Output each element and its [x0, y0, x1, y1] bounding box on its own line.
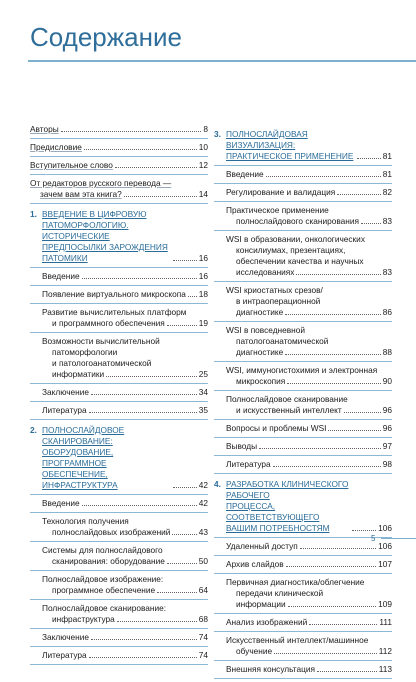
dot-leader [89, 412, 197, 413]
entry-divider [30, 512, 208, 513]
entry-divider [214, 437, 392, 438]
dot-leader [287, 383, 380, 384]
dot-leader [285, 354, 381, 355]
toc-entry-text: Практическое применение [226, 205, 329, 215]
toc-entry-line[interactable] [214, 256, 392, 267]
toc-entry-line[interactable] [214, 459, 392, 470]
toc-entry-text: Заключение [42, 387, 89, 397]
toc-entry-text: сканирования: оборудование [52, 556, 165, 566]
toc-entry-text: информатики [52, 369, 105, 379]
toc-entry-page: 64 [198, 585, 208, 595]
toc-entry-line[interactable] [214, 285, 392, 296]
dot-leader [89, 657, 197, 658]
entry-divider [214, 321, 392, 322]
toc-entry-line[interactable] [214, 441, 392, 452]
entry-divider [214, 537, 392, 538]
toc-entry-text: обучение [236, 646, 273, 656]
dot-leader [115, 167, 197, 168]
chapter-heading[interactable] [30, 425, 208, 491]
entry-divider [30, 541, 208, 542]
dot-leader [157, 592, 197, 593]
entry-divider [214, 201, 392, 202]
toc-entry-line[interactable] [30, 124, 208, 135]
toc-entry-text: Авторы [30, 124, 59, 134]
toc-entry-page: 74 [198, 650, 208, 660]
toc-entry-line[interactable] [214, 588, 392, 599]
chapter-title-line: ПРАКТИЧЕСКОЕ ПРИМЕНЕНИЕ [226, 151, 354, 161]
entry-divider [30, 494, 208, 495]
toc-entry-text: Вступительное слово [30, 160, 113, 170]
toc-entry-page: 12 [198, 160, 208, 170]
chapter-page: 106 [378, 523, 392, 533]
toc-entry-page: 83 [382, 216, 392, 226]
toc-entry-line[interactable] [214, 325, 392, 336]
toc-entry-page: 86 [382, 307, 392, 317]
entry-divider [214, 473, 392, 474]
toc-entry-page: 97 [382, 441, 392, 451]
toc-entry-line[interactable] [30, 585, 208, 596]
toc-entry-line[interactable] [30, 347, 208, 358]
entry-divider [30, 267, 208, 268]
dot-leader [82, 278, 197, 279]
toc-entry-line[interactable] [30, 307, 208, 318]
toc-entry-text: WSI в образовании, онкологических [226, 234, 365, 244]
toc-entry-page: 109 [378, 599, 392, 609]
toc-entry-text: исследованиях [236, 267, 295, 277]
footer-rule [381, 538, 416, 539]
toc-entry-page: 96 [382, 405, 392, 415]
chapter-page: 42 [198, 480, 208, 490]
toc-entry-line[interactable] [30, 178, 208, 189]
entry-divider [30, 203, 208, 204]
toc-entry-line[interactable] [214, 216, 392, 227]
toc-entry-page: 96 [382, 423, 392, 433]
toc-entry-page: 25 [198, 369, 208, 379]
entry-divider [30, 285, 208, 286]
entry-divider [30, 570, 208, 571]
entry-divider [30, 646, 208, 647]
toc-entry-line[interactable] [214, 365, 392, 376]
chapter-number: 3. [214, 129, 221, 139]
toc-entry-line[interactable] [214, 423, 392, 434]
entry-divider [30, 628, 208, 629]
toc-entry-line[interactable] [30, 318, 208, 329]
dot-leader [173, 260, 197, 261]
dot-leader [188, 296, 197, 297]
entry-divider [30, 138, 208, 139]
chapter-title-line: ПРЕДПОСЫЛКИ ЗАРОЖДЕНИЯ [42, 242, 168, 252]
toc-entry-text: диагностике [236, 307, 284, 317]
chapter-number: 2. [30, 425, 37, 435]
toc-entry-text: микроскопия [236, 376, 286, 386]
toc-entry-line[interactable] [214, 336, 392, 347]
toc-entry-text: патологоанатомической [236, 336, 329, 346]
toc-entry-line[interactable] [214, 577, 392, 588]
toc-entry-line[interactable] [214, 664, 392, 675]
toc-entry-page: 82 [382, 187, 392, 197]
dot-leader [357, 158, 381, 159]
toc-entry-line[interactable] [30, 516, 208, 527]
dot-leader [273, 466, 381, 467]
toc-entry-text: Заключение [42, 632, 89, 642]
toc-entry-text: Технология получения [42, 516, 129, 526]
dot-leader [344, 412, 381, 413]
toc-entry-line[interactable] [214, 169, 392, 180]
toc-entry-line[interactable] [30, 527, 208, 538]
toc-entry-line[interactable] [214, 617, 392, 628]
toc-entry-text: Архив слайдов [226, 559, 284, 569]
dot-leader [309, 624, 377, 625]
toc-entry-page: 14 [198, 189, 208, 199]
chapter-title-line: ПРОЦЕССА, СООТВЕТСТВУЮЩЕГО [226, 501, 320, 522]
chapter-title [42, 425, 171, 491]
toc-entry-text: Возможности вычислительной [42, 336, 160, 346]
entry-divider [214, 361, 392, 362]
toc-entry-page: 8 [203, 124, 208, 134]
chapter-title-line: ИНФРАСТРУКТУРА [42, 480, 118, 490]
dot-leader [82, 505, 197, 506]
dot-leader [317, 671, 377, 672]
chapter-title [226, 479, 350, 534]
toc-entry-text: Предисловие [30, 142, 82, 152]
entry-divider [214, 390, 392, 391]
toc-entry-text: обеспечении качества и научных [236, 256, 364, 266]
toc-entry-text: Регулирование и валидация [226, 187, 336, 197]
toc-entry-line[interactable] [214, 296, 392, 307]
toc-entry-text: полнослайдового сканирования [236, 216, 360, 226]
toc-entry-page: 10 [198, 142, 208, 152]
toc-entry-text: Вопросы и проблемы WSI [226, 423, 327, 433]
toc-entry-text: Введение [42, 498, 80, 508]
toc-entry-line[interactable] [214, 646, 392, 657]
toc-entry-text: Первичная диагностика/облегчение [226, 577, 365, 587]
dot-leader [173, 487, 197, 488]
chapter-title-line: ВАШИМ ПОТРЕБНОСТЯМ [226, 523, 330, 533]
entry-divider [30, 599, 208, 600]
dot-leader [274, 653, 377, 654]
dot-leader [91, 394, 197, 395]
toc-entry-line[interactable] [30, 358, 208, 369]
toc-entry-text: программное обеспечение [52, 585, 156, 595]
toc-entry-page: 68 [198, 614, 208, 624]
toc-entry-text: консилиумах, презентациях, [236, 245, 346, 255]
toc-entry-text: Анализ изображений [226, 617, 308, 627]
toc-entry-line[interactable] [30, 405, 208, 416]
toc-entry-text: и искусственный интеллект [236, 405, 342, 415]
chapter-heading[interactable] [214, 129, 392, 162]
toc-entry-line[interactable] [214, 559, 392, 570]
toc-entry-text: в интраоперационной [236, 296, 321, 306]
toc-entry-text: полнослайдовых изображений [52, 527, 171, 537]
page-number: 5 [371, 534, 376, 543]
dot-leader [266, 176, 381, 177]
toc-entry-page: 43 [198, 527, 208, 537]
entry-divider [30, 156, 208, 157]
entry-divider [30, 332, 208, 333]
entry-divider [214, 660, 392, 661]
toc-left-column [30, 124, 208, 668]
toc-entry-line[interactable] [30, 142, 208, 153]
entry-divider [214, 631, 392, 632]
chapter-title [226, 129, 355, 162]
toc-entry-text: информации [236, 599, 286, 609]
toc-entry-page: 112 [378, 646, 392, 656]
toc-entry-text: диагностике [236, 347, 284, 357]
toc-entry-line[interactable] [214, 267, 392, 278]
toc-entry-page: 98 [382, 459, 392, 469]
toc-entry-line[interactable] [214, 405, 392, 416]
toc-entry-page: 19 [198, 318, 208, 328]
toc-entry-text: Литература [42, 405, 87, 415]
entry-divider [30, 383, 208, 384]
toc-entry-text: Системы для полнослайдового [42, 545, 163, 555]
toc-entry-text: Литература [42, 650, 87, 660]
entry-divider [214, 555, 392, 556]
entry-divider [30, 401, 208, 402]
toc-entry-line[interactable] [30, 369, 208, 380]
chapter-number: 4. [214, 479, 221, 489]
entry-divider [214, 573, 392, 574]
title-rule [28, 60, 416, 62]
toc-entry-line[interactable] [30, 545, 208, 556]
dot-leader [259, 448, 381, 449]
dot-leader [300, 548, 376, 549]
toc-entry-text: Выводы [226, 441, 258, 451]
toc-entry-text: Полнослайдовое сканирование: [42, 603, 167, 613]
toc-entry-text: патоморфологии [52, 347, 118, 357]
toc-entry-text: передачи клинической [236, 588, 324, 598]
entry-divider [214, 230, 392, 231]
toc-entry-line[interactable] [30, 498, 208, 509]
chapter-title [42, 209, 171, 264]
toc-entry-page: 50 [198, 556, 208, 566]
dot-leader [361, 223, 381, 224]
toc-entry-line[interactable] [214, 245, 392, 256]
toc-entry-text: WSI криостатных срезов/ [226, 285, 323, 295]
toc-entry-text: WSI в повседневной [226, 325, 305, 335]
toc-entry-page: 111 [379, 617, 392, 627]
chapter-title-line: ПАТОМИКИ [42, 253, 88, 263]
toc-entry-line[interactable] [214, 307, 392, 318]
toc-entry-line[interactable] [30, 289, 208, 300]
entry-divider [214, 613, 392, 614]
dot-leader [328, 430, 380, 431]
toc-entry-line[interactable] [214, 635, 392, 646]
entry-divider [214, 455, 392, 456]
dot-leader [286, 566, 377, 567]
dot-leader [84, 149, 197, 150]
dot-leader [124, 196, 197, 197]
chapter-heading[interactable] [214, 479, 392, 534]
toc-entry-line[interactable] [214, 394, 392, 405]
toc-entry-line[interactable] [30, 160, 208, 171]
toc-entry-page: 81 [382, 169, 392, 179]
chapter-heading[interactable] [30, 209, 208, 264]
toc-entry-page: 90 [382, 376, 392, 386]
dot-leader [352, 530, 376, 531]
toc-entry-page: 113 [378, 664, 392, 674]
entry-divider [30, 174, 208, 175]
toc-right-column [214, 124, 392, 682]
toc-entry-line[interactable] [214, 541, 392, 552]
toc-entry-text: От редакторов русского перевода — [30, 178, 172, 188]
toc-entry-text: WSI, иммуногистохимия и электронная [226, 365, 378, 375]
toc-entry-text: Появление виртуального микроскопа [42, 289, 186, 299]
entry-divider [214, 183, 392, 184]
chapter-title-line: ВВЕДЕНИЕ В ЦИФРОВУЮ [42, 209, 147, 219]
dot-leader [91, 639, 197, 640]
toc-entry-line[interactable] [214, 599, 392, 610]
dot-leader [61, 131, 202, 132]
entry-divider [30, 419, 208, 420]
toc-entry-page: 88 [382, 347, 392, 357]
dot-leader [106, 376, 197, 377]
dot-leader [337, 194, 381, 195]
chapter-page: 81 [382, 151, 392, 161]
toc-entry-text: Литература [226, 459, 271, 469]
toc-entry-line[interactable] [30, 574, 208, 585]
toc-entry-text: Искусственный интеллект/машинное [226, 635, 369, 645]
toc-entry-line[interactable] [30, 632, 208, 643]
dot-leader [285, 314, 381, 315]
toc-entry-line[interactable] [30, 271, 208, 282]
toc-entry-page: 74 [198, 632, 208, 642]
entry-divider [30, 664, 208, 665]
page-title: Содержание [30, 22, 182, 52]
toc-entry-line[interactable] [214, 187, 392, 198]
toc-entry-line[interactable] [30, 614, 208, 625]
toc-entry-text: Внешняя консультация [226, 664, 316, 674]
dot-leader [167, 563, 197, 564]
dot-leader [172, 534, 196, 535]
chapter-number: 1. [30, 209, 37, 219]
chapter-title-line: СКАНИРОВАНИЕ: ОБОРУДОВАНИЕ, [42, 436, 114, 457]
dot-leader [167, 325, 197, 326]
toc-entry-line[interactable] [30, 336, 208, 347]
chapter-title-line: ПОЛНОСЛАЙДОВОЕ [42, 425, 125, 435]
toc-entry-page: 107 [378, 559, 392, 569]
chapter-title-line: ПРОГРАММНОЕ ОБЕСПЕЧЕНИЕ, [42, 458, 108, 479]
entry-divider [214, 165, 392, 166]
toc-entry-page: 16 [198, 271, 208, 281]
toc-entry-line[interactable] [214, 376, 392, 387]
toc-entry-text: зачем вам эта книга? [40, 189, 122, 199]
toc-entry-text: Полнослайдовое сканирование [226, 394, 348, 404]
toc-entry-text: и патологоанатомической [52, 358, 152, 368]
toc-entry-page: 83 [382, 267, 392, 277]
toc-entry-text: инфраструктура [52, 614, 115, 624]
entry-divider [30, 303, 208, 304]
toc-entry-text: Развитие вычислительных платформ [42, 307, 187, 317]
chapter-title-line: ПАТОМОРФОЛОГИЮ. ИСТОРИЧЕСКИЕ [42, 220, 129, 241]
toc-entry-page: 42 [198, 498, 208, 508]
toc-entry-line[interactable] [30, 650, 208, 661]
toc-entry-line[interactable] [214, 347, 392, 358]
chapter-title-line: ПОЛНОСЛАЙДОВАЯ ВИЗУАЛИЗАЦИЯ: [226, 129, 308, 150]
toc-entry-page: 106 [378, 541, 392, 551]
toc-entry-page: 18 [198, 289, 208, 299]
toc-entry-line[interactable] [30, 189, 208, 200]
dot-leader [117, 621, 197, 622]
toc-entry-text: Введение [42, 271, 80, 281]
toc-entry-text: Полнослайдовое изображение: [42, 574, 164, 584]
toc-entry-line[interactable] [30, 556, 208, 567]
toc-entry-page: 35 [198, 405, 208, 415]
toc-entry-line[interactable] [214, 234, 392, 245]
toc-entry-page: 34 [198, 387, 208, 397]
toc-entry-line[interactable] [30, 603, 208, 614]
entry-divider [214, 419, 392, 420]
toc-entry-text: и программного обеспечения [52, 318, 165, 328]
chapter-title-line: РАЗРАБОТКА КЛИНИЧЕСКОГО РАБОЧЕГО [226, 479, 349, 500]
dot-leader [288, 606, 377, 607]
toc-entry-text: Введение [226, 169, 264, 179]
dot-leader [296, 274, 380, 275]
entry-divider [214, 678, 392, 679]
chapter-page: 16 [198, 253, 208, 263]
entry-divider [214, 281, 392, 282]
toc-entry-text: Удаленный доступ [226, 541, 298, 551]
toc-entry-line[interactable] [214, 205, 392, 216]
toc-entry-line[interactable] [30, 387, 208, 398]
